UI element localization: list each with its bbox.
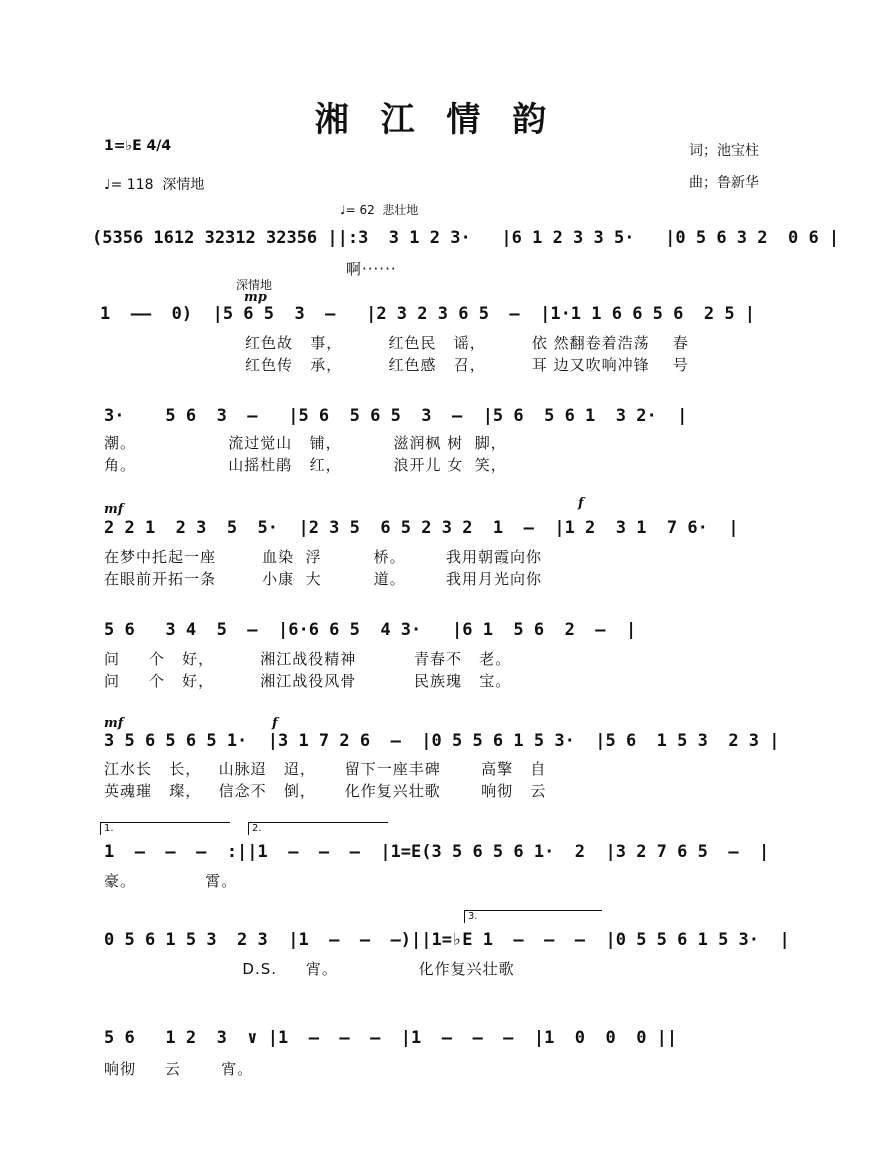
expression-mark: 深情地 xyxy=(236,278,273,292)
volta-second-ending: 2. xyxy=(248,822,388,835)
song-title: 湘 江 情 韵 xyxy=(314,100,557,140)
notation-row-3: 3· 5 6 3 — |5 6 5 6 5 3 — |5 6 5 6 1 3 2· | xyxy=(104,406,688,426)
lyric-row-8: D.S. 宵。 化作复兴壮歌 xyxy=(104,960,515,978)
lyric-row-3-verse-1: 潮。 流过觉山 铺， 滋润枫 树 脚， xyxy=(104,434,507,452)
lyric-row-4-verse-1: 在梦中托起一座 血染 浮 桥。 我用朝霞向你 xyxy=(104,548,542,566)
lyric-row-6-verse-2: 英魂璀 璨， 信念不 倒， 化作复兴壮歌 响彻 云 xyxy=(104,782,547,800)
lyric-row-5-verse-1: 问 个 好， 湘江战役精神 青春不 老。 xyxy=(104,650,512,668)
lyric-row-5-verse-2: 问 个 好， 湘江战役风骨 民族瑰 宝。 xyxy=(104,672,512,690)
dynamic-mark: mf xyxy=(104,716,124,731)
tempo-marking: ♩= 118 深情地 xyxy=(104,177,205,193)
lyricist-credit: 词；池宝柱 xyxy=(689,143,759,159)
volta-first-ending: 1. xyxy=(100,822,230,835)
lyric-row-7: 豪。 霄。 xyxy=(104,872,238,890)
dynamic-mark: f xyxy=(272,716,278,731)
lyric-row-6-verse-1: 江水长 长， 山脉迢 迢， 留下一座丰碑 高擎 自 xyxy=(104,760,547,778)
dynamic-mark: f xyxy=(578,496,584,511)
lyric-row-4-verse-2: 在眼前开拓一条 小康 大 道。 我用月光向你 xyxy=(104,570,542,588)
lyric-row-2-verse-2: 红色传 承， 红色感 召， 耳 边又吹响冲锋 号 xyxy=(245,356,689,374)
volta-third-ending: 3. xyxy=(464,910,602,923)
lyric-row-3-verse-2: 角。 山摇杜鹃 红， 浪开儿 女 笑， xyxy=(104,456,507,474)
composer-credit: 曲；鲁新华 xyxy=(689,175,759,191)
lyric-row-9: 响彻 云 宵。 xyxy=(104,1060,254,1078)
notation-row-1: (5356 1612 32312 32356 ||:3 3 1 2 3· |6 1 2 3 3 5· |0 5 6 3 2 0 6 | xyxy=(92,228,840,248)
notation-row-5: 5 6 3 4 5 — |6·6 6 5 4 3· |6 1 5 6 2 — | xyxy=(104,620,637,640)
lyric-row-2-verse-1: 红色故 事， 红色民 谣， 依 然翻卷着浩荡 春 xyxy=(245,334,689,352)
key-signature: 1=♭E 4/4 xyxy=(104,138,172,154)
tempo-change-marking: ♩= 62 悲壮地 xyxy=(340,203,419,217)
notation-row-4: 2 2 1 2 3 5 5· |2 3 5 6 5 2 3 2 1 — |1 2 3 1 7 6· | xyxy=(104,518,739,538)
notation-row-6: 3 5 6 5 6 5 1· |3 1 7 2 6 — |0 5 5 6 1 5 3· |5 6 1 5 3 2 3 | xyxy=(104,731,780,751)
notation-row-9: 5 6 1 2 3 ∨ |1 — — — |1 — — — |1 0 0 0 || xyxy=(104,1028,678,1048)
dynamic-mark: mf xyxy=(104,502,124,517)
notation-row-8: 0 5 6 1 5 3 2 3 |1 — — —)||1=♭E 1 — — — |0 5 5 6 1 5 3· | xyxy=(104,930,790,950)
lyric-intro: 啊······ xyxy=(346,260,397,278)
notation-row-7: 1 — — — :||1 — — — |1=E(3 5 6 5 6 1· 2 |3 2 7 6 5 — | xyxy=(104,842,770,862)
notation-row-2: 1 —— 0) |5 6 5 3 — |2 3 2 3 6 5 — |1·1 1 6 6 5 6 2 5 | xyxy=(100,304,756,324)
dynamic-mark: mp xyxy=(244,290,267,305)
